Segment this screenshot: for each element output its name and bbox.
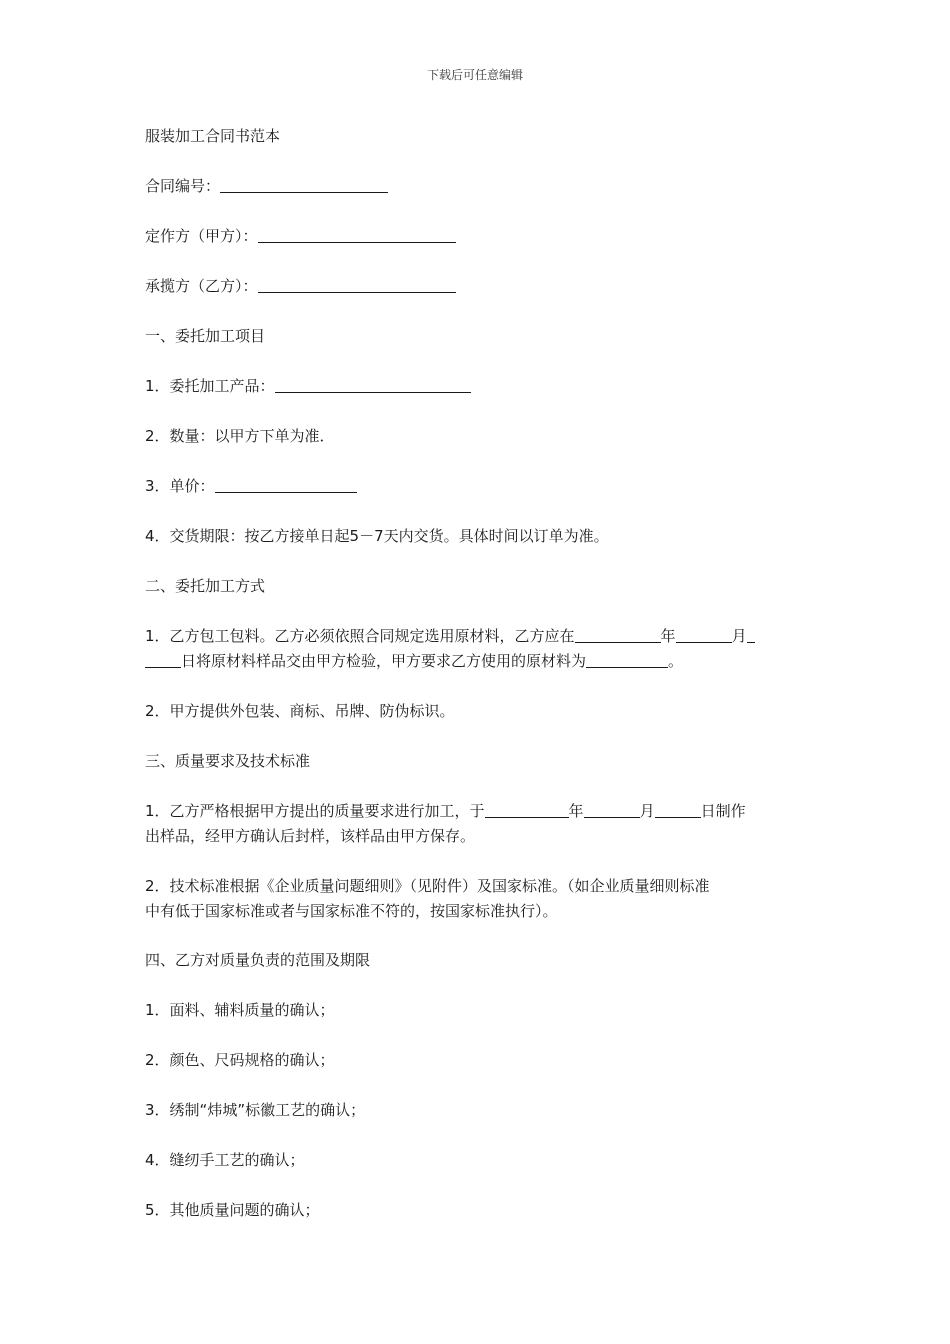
s3-day-label: 日制作 [700,802,746,820]
section-4-heading: 四、乙方对质量负责的范围及期限 [145,951,371,969]
s2-item-1-line-2 [145,649,683,673]
s1-item-3-label: 3．单价： [145,477,215,495]
s2-month-blank[interactable] [676,626,732,643]
contract-number-blank[interactable] [220,176,388,193]
s2-item-1-line-1 [145,624,755,648]
contract-number-label: 合同编号： [145,177,221,195]
s3-item-1-line-1 [145,799,746,823]
material-blank[interactable] [586,651,668,668]
section-1-heading: 一、委托加工项目 [145,327,266,345]
s1-item-4: 4．交货期限：按乙方接单日起5－7天内交货。具体时间以订单为准。 [145,527,609,545]
s2-item-2: 2．甲方提供外包装、商标、吊牌、防伪标识。 [145,702,455,720]
s3-year-blank[interactable] [485,801,569,818]
s2-day-blank[interactable] [145,651,181,668]
party-b-label: 承揽方（乙方）： [145,277,258,295]
s3-month-blank[interactable] [584,801,640,818]
s4-item-4: 4．缝纫手工艺的确认； [145,1151,305,1169]
s2-year-label: 年 [660,627,676,645]
s3-item-1-text: 1．乙方严格根据甲方提出的质量要求进行加工，于 [145,802,485,820]
party-a-line [145,224,456,248]
s3-item-1-line-2: 出样品，经甲方确认后封样，该样品由甲方保存。 [145,827,476,845]
s4-item-3: 3．绣制“炜城”标徽工艺的确认； [145,1101,366,1119]
s1-item-1-label: 1．委托加工产品： [145,377,275,395]
page-header: 下载后可任意编辑 [426,68,523,82]
s1-item-2: 2．数量：以甲方下单为准． [145,427,335,445]
section-2-heading: 二、委托加工方式 [145,577,266,595]
contract-number-line [145,174,388,198]
s3-day-blank[interactable] [655,801,701,818]
s3-year-label: 年 [568,802,584,820]
s4-item-5: 5．其他质量问题的确认； [145,1201,320,1219]
document-title: 服装加工合同书范本 [145,127,281,145]
party-b-blank[interactable] [258,276,456,293]
unit-price-blank[interactable] [215,476,357,493]
s1-item-3 [145,474,357,498]
s3-month-label: 月 [639,802,655,820]
s2-item-1-text: 1．乙方包工包料。乙方必须依照合同规定选用原材料，乙方应在 [145,627,575,645]
s4-item-1: 1．面料、辅料质量的确认； [145,1001,335,1019]
s1-item-1 [145,374,471,398]
party-a-blank[interactable] [258,226,456,243]
s2-item-1-text-2: 日将原材料样品交由甲方检验，甲方要求乙方使用的原材料为 [181,652,587,670]
party-b-line [145,274,456,298]
s3-item-2-line-2: 中有低于国家标准或者与国家标准不符的，按国家标准执行）。 [145,902,558,920]
s4-item-2: 2．颜色、尺码规格的确认； [145,1051,335,1069]
s2-period: 。 [668,652,684,670]
s3-item-2-line-1: 2．技术标准根据《企业质量问题细则》（见附件）及国家标准。（如企业质量细则标准 [145,877,710,895]
party-a-label: 定作方（甲方）： [145,227,258,245]
s2-day-blank-start[interactable] [747,626,755,643]
section-3-heading: 三、质量要求及技术标准 [145,752,311,770]
s2-month-label: 月 [731,627,747,645]
product-blank[interactable] [275,376,471,393]
s2-year-blank[interactable] [575,626,661,643]
